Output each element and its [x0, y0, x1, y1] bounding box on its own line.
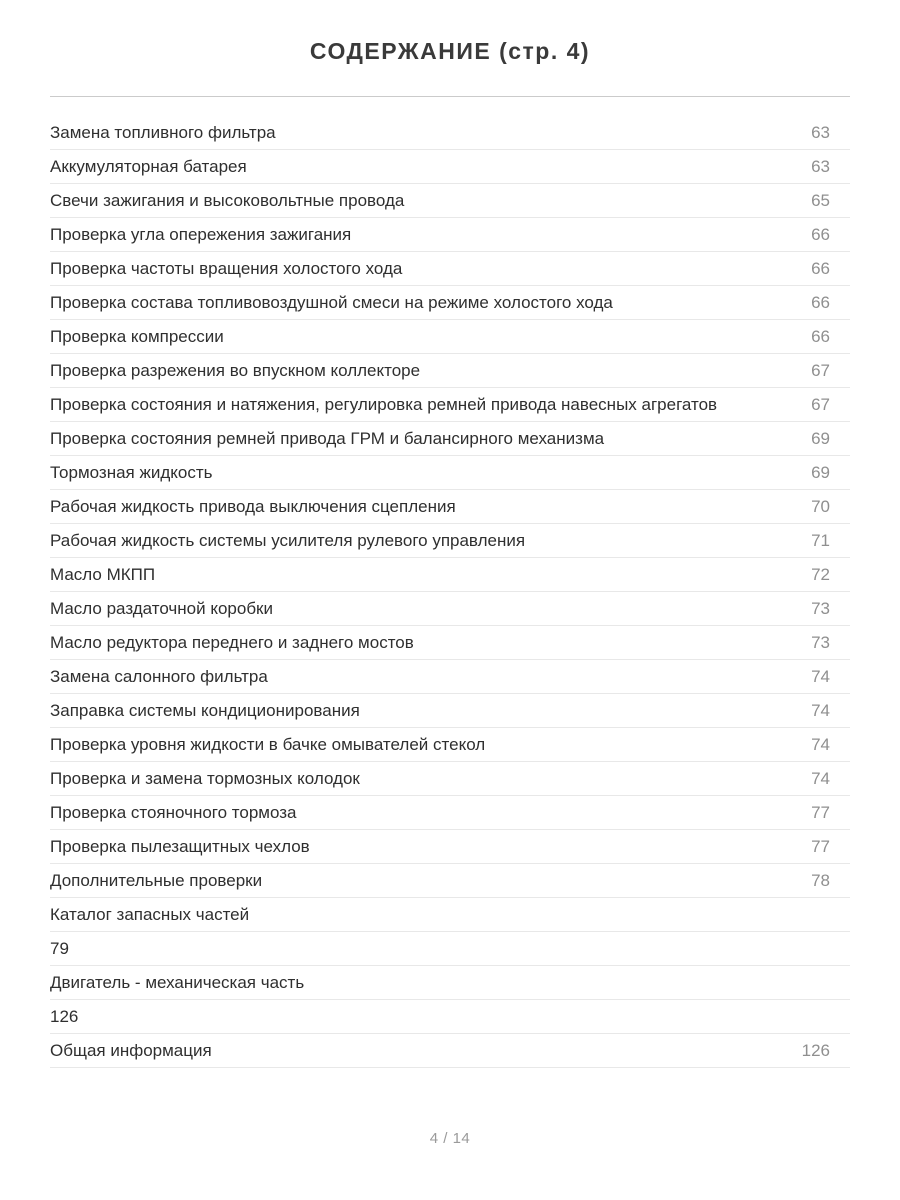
toc-row[interactable]: [50, 422, 850, 456]
toc-list: [50, 116, 850, 1068]
toc-row[interactable]: [50, 660, 850, 694]
toc-item-label: Проверка состояния и натяжения, регулировка ремней привода навесных агрегатов: [50, 395, 718, 414]
toc-row[interactable]: [50, 864, 850, 898]
toc-item-page: 73: [811, 599, 830, 618]
toc-item-label: 126: [50, 1007, 79, 1026]
toc-item-page: 126: [801, 1041, 830, 1060]
toc-item-label: Масло МКПП: [50, 565, 156, 584]
toc-row[interactable]: [50, 354, 850, 388]
toc-item-label: Тормозная жидкость: [50, 463, 213, 482]
toc-item-page: 77: [811, 803, 830, 822]
toc-row[interactable]: [50, 1034, 850, 1068]
toc-item-page: 77: [811, 837, 830, 856]
toc-item-label: Каталог запасных частей: [50, 905, 250, 924]
toc-row[interactable]: [50, 558, 850, 592]
toc-row[interactable]: [50, 524, 850, 558]
header-divider: [50, 96, 850, 97]
toc-row[interactable]: [50, 184, 850, 218]
toc-item-page: 66: [811, 225, 830, 244]
toc-item-label: Проверка частоты вращения холостого хода: [50, 259, 403, 278]
toc-row[interactable]: [50, 456, 850, 490]
pagination-indicator: 4 / 14: [429, 1130, 471, 1147]
toc-item-page: 63: [811, 123, 830, 142]
toc-item-label: Проверка пылезащитных чехлов: [50, 837, 310, 856]
toc-item-label: Масло раздаточной коробки: [50, 599, 273, 618]
toc-item-label: Рабочая жидкость системы усилителя рулевого управления: [50, 531, 526, 550]
toc-row[interactable]: [50, 796, 850, 830]
toc-item-page: 73: [811, 633, 830, 652]
toc-row[interactable]: [50, 728, 850, 762]
toc-item-page: 74: [811, 735, 830, 754]
toc-item-label: 79: [50, 939, 69, 958]
toc-row[interactable]: [50, 694, 850, 728]
toc-item-label: Проверка уровня жидкости в бачке омывателей стекол: [50, 735, 486, 754]
toc-item-label: Масло редуктора переднего и заднего мостов: [50, 633, 414, 652]
toc-item-page: 78: [811, 871, 830, 890]
toc-item-label: Проверка разрежения во впускном коллекторе: [50, 361, 421, 380]
toc-item-label: Свечи зажигания и высоковольтные провода: [50, 191, 405, 210]
toc-row[interactable]: [50, 592, 850, 626]
toc-item-page: 69: [811, 463, 830, 482]
toc-item-page: 69: [811, 429, 830, 448]
toc-item-label: Проверка состава топливовоздушной смеси на режиме холостого хода: [50, 293, 613, 312]
toc-item-page: 67: [811, 395, 830, 414]
toc-item-label: Проверка угла опережения зажигания: [50, 225, 352, 244]
toc-row[interactable]: [50, 252, 850, 286]
toc-item-page: 66: [811, 293, 830, 312]
toc-header: [50, 0, 850, 65]
toc-item-page: 66: [811, 259, 830, 278]
toc-item-label: Проверка состояния ремней привода ГРМ и балансирного механизма: [50, 429, 605, 448]
toc-row[interactable]: [50, 1000, 850, 1034]
toc-item-page: 72: [811, 565, 830, 584]
toc-item-page: 74: [811, 667, 830, 686]
toc-item-label: Дополнительные проверки: [50, 871, 263, 890]
toc-item-page: 65: [811, 191, 830, 210]
toc-item-label: Замена топливного фильтра: [50, 123, 276, 142]
toc-item-page: 67: [811, 361, 830, 380]
toc-row[interactable]: [50, 762, 850, 796]
toc-row[interactable]: [50, 218, 850, 252]
toc-row[interactable]: [50, 150, 850, 184]
toc-item-page: 66: [811, 327, 830, 346]
toc-item-label: Аккумуляторная батарея: [50, 157, 247, 176]
toc-row[interactable]: [50, 388, 850, 422]
toc-item-page: 70: [811, 497, 830, 516]
toc-item-label: Проверка компрессии: [50, 327, 224, 346]
toc-row[interactable]: [50, 116, 850, 150]
toc-item-page: 63: [811, 157, 830, 176]
toc-item-label: Заправка системы кондиционирования: [50, 701, 360, 720]
toc-row[interactable]: [50, 932, 850, 966]
toc-row[interactable]: [50, 966, 850, 1000]
toc-row[interactable]: [50, 626, 850, 660]
toc-row[interactable]: [50, 320, 850, 354]
page-title: СОДЕРЖАНИЕ (стр. 4): [309, 38, 591, 64]
page-footer: [50, 1130, 850, 1148]
toc-row[interactable]: [50, 830, 850, 864]
toc-row[interactable]: [50, 286, 850, 320]
toc-row[interactable]: [50, 490, 850, 524]
toc-item-label: Проверка стояночного тормоза: [50, 803, 297, 822]
toc-item-label: Двигатель - механическая часть: [50, 973, 305, 992]
toc-item-page: 74: [811, 769, 830, 788]
toc-row[interactable]: [50, 898, 850, 932]
toc-item-label: Общая информация: [50, 1041, 212, 1060]
toc-item-label: Замена салонного фильтра: [50, 667, 268, 686]
toc-item-label: Рабочая жидкость привода выключения сцепления: [50, 497, 456, 516]
toc-item-page: 71: [811, 531, 830, 550]
toc-item-label: Проверка и замена тормозных колодок: [50, 769, 360, 788]
toc-item-page: 74: [811, 701, 830, 720]
